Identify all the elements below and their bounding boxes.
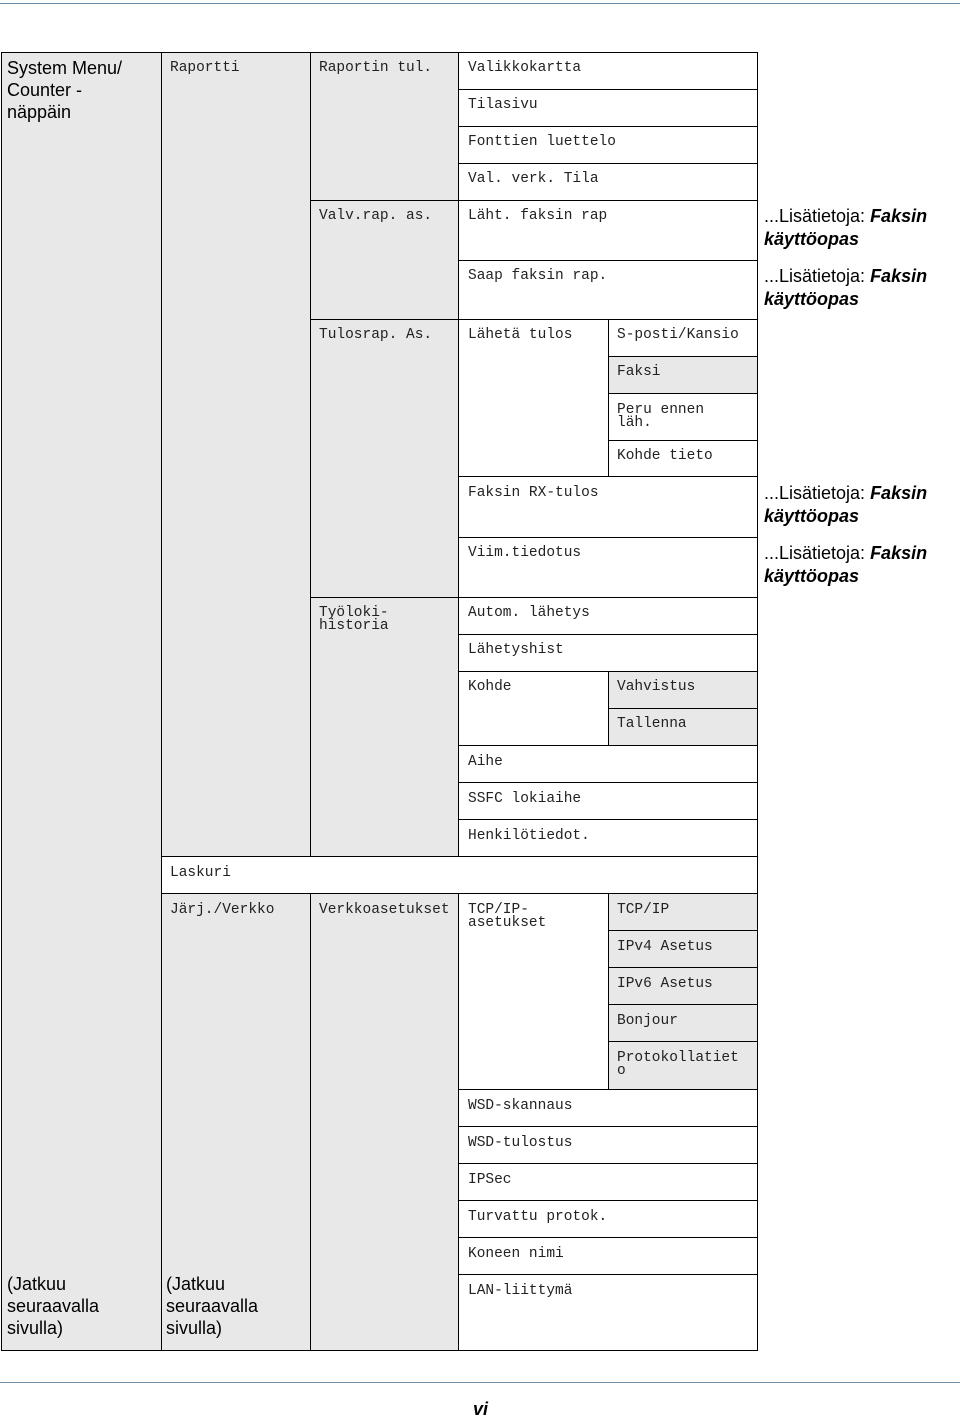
grid-line: [1, 52, 758, 53]
grid-line: [608, 356, 758, 357]
grid-line: [458, 1089, 758, 1090]
grid-line: [458, 163, 758, 164]
col3-fill-lower: [310, 893, 458, 1350]
col2-fill: [161, 52, 310, 856]
menu-vahvistus: Vahvistus: [617, 679, 696, 695]
menu-verkkoasetukset: Verkkoasetukset: [319, 902, 450, 918]
menu-autom-lahetys: Autom. lähetys: [468, 605, 590, 621]
grid-line: [1, 52, 2, 1351]
menu-laskuri: Laskuri: [170, 865, 231, 881]
menu-protokollatieto: Protokollatiet o: [617, 1050, 739, 1079]
menu-jarj-verkko: Järj./Verkko: [170, 902, 275, 918]
grid-line: [310, 52, 311, 856]
grid-line: [161, 893, 758, 894]
grid-line: [458, 893, 459, 1351]
menu-viim-tiedotus: Viim.tiedotus: [468, 545, 582, 561]
menu-val-verk-tila: Val. verk. Tila: [468, 171, 599, 187]
grid-line: [310, 319, 758, 320]
menu-ipsec: IPSec: [468, 1172, 512, 1188]
continued-note-col2: (Jatkuu seuraavalla sivulla): [166, 1274, 259, 1338]
menu-tcpip-asetukset: TCP/IP- asetukset: [468, 902, 547, 931]
grid-line: [1, 1350, 758, 1351]
grid-line: [458, 260, 758, 261]
grid-line: [458, 1237, 758, 1238]
grid-line: [608, 893, 609, 1090]
grid-line: [458, 1163, 758, 1164]
menu-bonjour: Bonjour: [617, 1013, 678, 1029]
menu-tcp-ip: TCP/IP: [617, 902, 670, 918]
menu-fonttien-luettelo: Fonttien luettelo: [468, 134, 616, 150]
col1-fill: [1, 52, 161, 1350]
menu-wsd-skannaus: WSD-skannaus: [468, 1098, 573, 1114]
grid-line: [458, 476, 758, 477]
grid-line: [310, 597, 758, 598]
grid-line: [608, 967, 758, 968]
grid-line: [458, 1200, 758, 1201]
grid-line: [458, 782, 758, 783]
grid-line: [458, 671, 758, 672]
menu-turvattu-protok: Turvattu protok.: [468, 1209, 608, 1225]
menu-ssfc-lokiaihe: SSFC lokiaihe: [468, 791, 582, 807]
grid-line: [458, 1274, 758, 1275]
menu-tilasivu: Tilasivu: [468, 97, 538, 113]
grid-line: [310, 200, 758, 201]
reference-note: ...Lisätietoja: Faksin käyttöopas: [764, 266, 928, 309]
grid-line: [608, 930, 758, 931]
grid-line: [608, 708, 758, 709]
reference-note: ...Lisätietoja: Faksin käyttöopas: [764, 543, 928, 586]
grid-line: [608, 319, 609, 476]
grid-line: [161, 52, 162, 1351]
col3-fill: [310, 52, 458, 856]
page-number: vi: [473, 1399, 489, 1419]
menu-raportin-tul: Raportin tul.: [319, 60, 433, 76]
menu-tyoloki-historia: Työloki- historia: [319, 605, 389, 634]
grid-line: [608, 1004, 758, 1005]
menu-title: System Menu/ Counter - näppäin: [7, 58, 123, 122]
reference-note: ...Lisätietoja: Faksin käyttöopas: [764, 206, 928, 249]
grid-line: [458, 89, 758, 90]
menu-ipv4-asetus: IPv4 Asetus: [617, 939, 713, 955]
menu-valv-rap-as: Valv.rap. as.: [319, 208, 433, 224]
menu-faksi: Faksi: [617, 364, 661, 380]
menu-ipv6-asetus: IPv6 Asetus: [617, 976, 713, 992]
menu-laht-faksin-rap: Läht. faksin rap: [468, 208, 608, 224]
grid-line: [608, 1041, 758, 1042]
top-rule: [0, 3, 960, 4]
menu-lan-liittyma: LAN-liittymä: [468, 1283, 573, 1299]
menu-tallenna: Tallenna: [617, 716, 687, 732]
menu-saap-faksin-rap: Saap faksin rap.: [468, 268, 608, 284]
grid-line: [757, 52, 758, 1351]
bottom-rule: [0, 1382, 960, 1383]
menu-koneen-nimi: Koneen nimi: [468, 1246, 564, 1262]
menu-sposti-kansio: S-posti/Kansio: [617, 327, 739, 343]
menu-peru-ennen-lah: Peru ennen läh.: [617, 402, 705, 431]
grid-line: [161, 856, 758, 857]
reference-note: ...Lisätietoja: Faksin käyttöopas: [764, 483, 928, 526]
grid-line: [458, 1126, 758, 1127]
menu-valikkokartta: Valikkokartta: [468, 60, 582, 76]
menu-laheta-tulos: Lähetä tulos: [468, 327, 573, 343]
grid-line: [458, 126, 758, 127]
menu-henkilotiedot: Henkilötiedot.: [468, 828, 590, 844]
grid-line: [608, 393, 758, 394]
grid-line: [608, 440, 758, 441]
grid-line: [458, 819, 758, 820]
menu-kohde-tieto: Kohde tieto: [617, 448, 713, 464]
grid-line: [458, 52, 459, 856]
continued-note-col1: (Jatkuu seuraavalla sivulla): [7, 1274, 100, 1338]
menu-wsd-tulostus: WSD-tulostus: [468, 1135, 573, 1151]
menu-faksin-rx-tulos: Faksin RX-tulos: [468, 485, 599, 501]
menu-aihe: Aihe: [468, 754, 503, 770]
menu-tulosrap-as: Tulosrap. As.: [319, 327, 433, 343]
menu-lahetyshist: Lähetyshist: [468, 642, 564, 658]
menu-kohde: Kohde: [468, 679, 512, 695]
grid-line: [458, 537, 758, 538]
grid-line: [310, 893, 311, 1351]
grid-line: [458, 634, 758, 635]
menu-raportti: Raportti: [170, 60, 240, 76]
grid-line: [458, 745, 758, 746]
